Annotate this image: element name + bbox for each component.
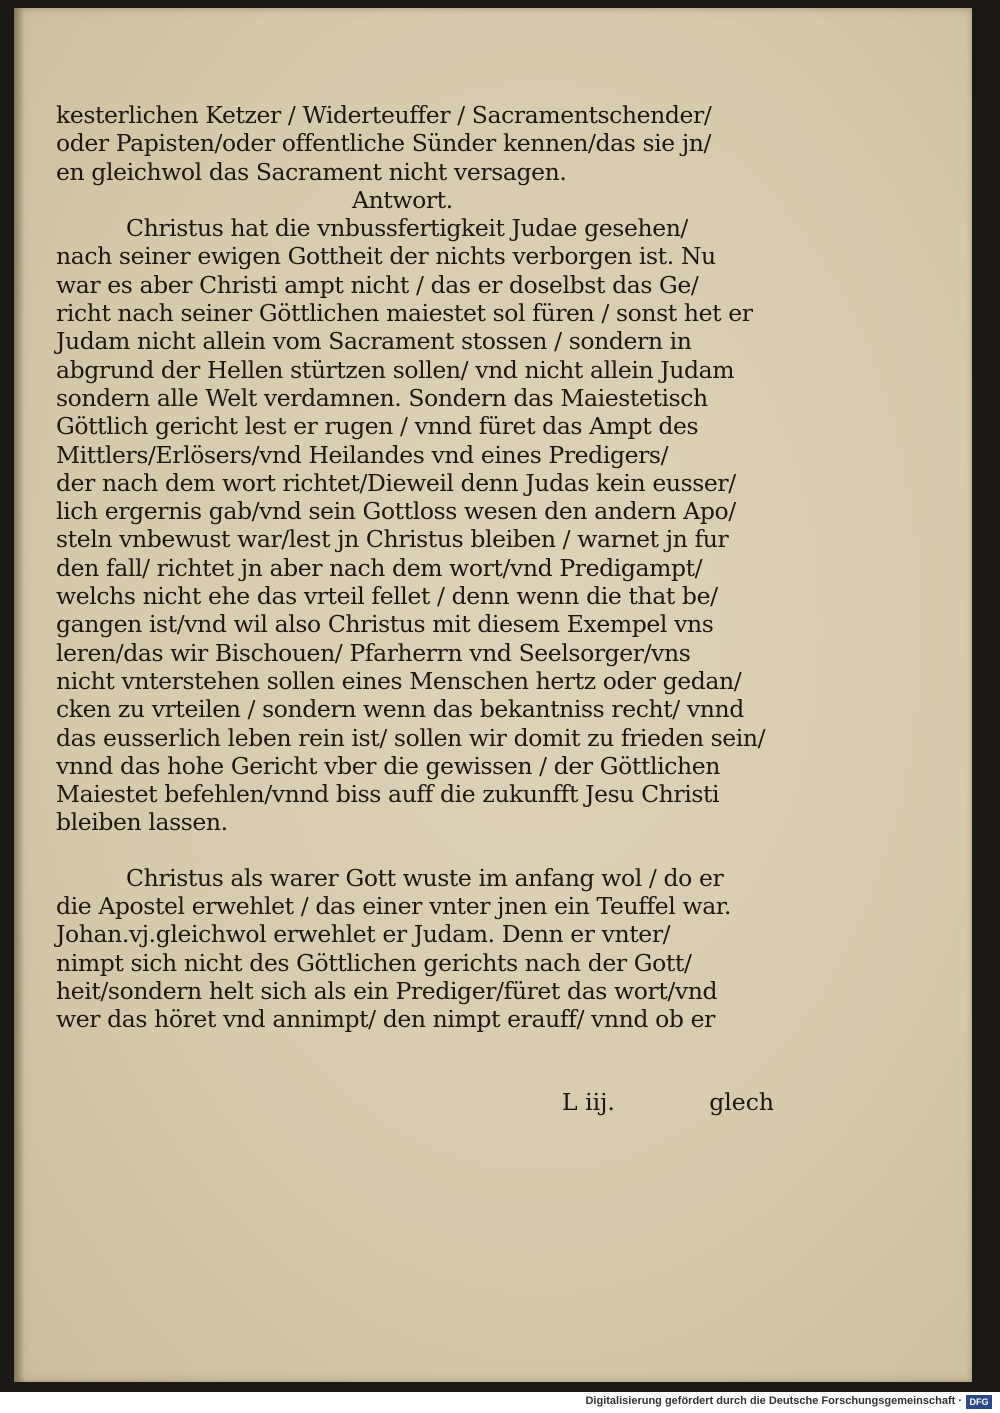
text-line: en gleichwol das Sacrament nicht versagen.: [56, 157, 567, 186]
text-line: heit/sondern helt sich als ein Prediger/füret das wort/vnd: [56, 976, 718, 1005]
text-line: wer das höret vnd annimpt/ den nimpt erauff/ vnnd ob er: [56, 1005, 715, 1034]
text-line: steln vnbewust war/lest jn Christus bleiben / warnet jn fur: [56, 525, 729, 554]
dfg-logo: DFG: [966, 1395, 992, 1409]
paragraph-answer: [56, 214, 816, 837]
text-line: vnnd das hohe Gericht vber die gewissen / der Göttlichen: [56, 751, 720, 780]
text-line: der nach dem wort richtet/Dieweil denn Judas kein eusser/: [56, 468, 736, 497]
text-line: abgrund der Hellen stürtzen sollen/ vnd nicht allein Judam: [56, 355, 735, 384]
text-line: cken zu vrteilen / sondern wenn das bekantniss recht/ vnnd: [56, 695, 744, 724]
text-line: Göttlich gericht lest er rugen / vnnd füret das Ampt des: [56, 412, 699, 441]
catchword: glech: [709, 1088, 774, 1116]
text-line: Maiestet befehlen/vnnd biss auff die zukunfft Jesu Christi: [56, 780, 720, 809]
text-line: sondern alle Welt verdamnen. Sondern das Maiestetisch: [56, 383, 708, 412]
page-footer-marks: [56, 1088, 816, 1118]
text-line: richt nach seiner Göttlichen maiestet sol füren / sonst het er: [56, 299, 753, 328]
text-line: nach seiner ewigen Gottheit der nichts verborgen ist. Nu: [56, 242, 716, 271]
text-line: Judam nicht allein vom Sacrament stossen / sondern in: [56, 327, 692, 356]
text-line: nimpt sich nicht des Göttlichen gerichts nach der Gott/: [56, 948, 692, 977]
text-line: Mittlers/Erlösers/vnd Heilandes vnd eines Predigers/: [56, 440, 669, 469]
signature-mark: L iij.: [562, 1088, 615, 1116]
text-line: war es aber Christi ampt nicht / das er doselbst das Ge/: [56, 270, 699, 299]
text-line: gangen ist/vnd wil also Christus mit diesem Exempel vns: [56, 610, 714, 639]
text-line: kesterlichen Ketzer / Widerteuffer / Sacramentschender/: [56, 101, 712, 129]
page-text-block: [56, 101, 816, 1034]
text-line: den fall/ richtet jn aber nach dem wort/vnd Predigampt/: [56, 553, 703, 582]
text-line: welchs nicht ehe das vrteil fellet / denn wenn die that be/: [56, 582, 718, 611]
page-gutter-shadow: [14, 8, 24, 1382]
text-line: nicht vnterstehen sollen eines Menschen hertz oder gedan/: [56, 666, 742, 695]
digitization-footer: [0, 1392, 1000, 1413]
text-line: Christus hat die vnbussfertigkeit Judae gesehen/: [126, 214, 688, 243]
text-line: die Apostel erwehlet / das einer vnter jnen ein Teuffel war.: [56, 892, 732, 921]
text-line: Christus als warer Gott wuste im anfang wol / do er: [126, 863, 724, 892]
text-line: bleiben lassen.: [56, 808, 228, 837]
paragraph-question: [56, 101, 816, 186]
section-heading: Antwort.: [352, 185, 453, 214]
funding-credit: Digitalisierung gefördert durch die Deutsche Forschungsgemeinschaft ·: [585, 1395, 962, 1407]
book-page: [14, 8, 972, 1382]
text-line: das eusserlich leben rein ist/ sollen wir domit zu frieden sein/: [56, 723, 766, 752]
text-line: oder Papisten/oder offentliche Sünder kennen/das sie jn/: [56, 129, 712, 158]
text-line: lich ergernis gab/vnd sein Gottloss wesen den andern Apo/: [56, 497, 736, 526]
paragraph-continuation: [56, 864, 816, 1034]
paragraph-gap: [56, 837, 816, 864]
text-line: Johan.vj.gleichwol erwehlet er Judam. Denn er vnter/: [56, 920, 671, 949]
text-line: leren/das wir Bischouen/ Pfarherrn vnd Seelsorger/vns: [56, 638, 691, 667]
